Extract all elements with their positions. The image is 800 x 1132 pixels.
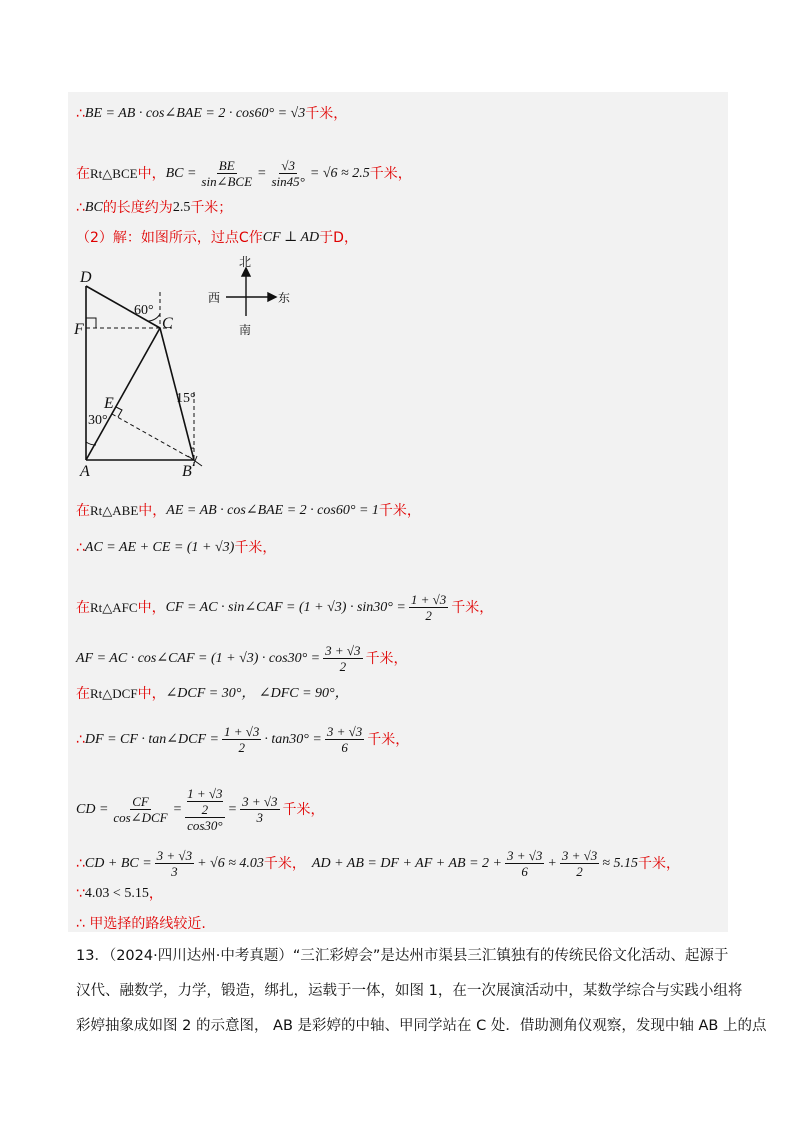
solution-line-7: 在 Rt△AFC 中， CF = AC · sin∠CAF = (1 + √3) · sin30° = $\frac{1 + √3}{2}$ 千米，	[76, 592, 494, 623]
fraction: $\frac{BE}{\text{sin∠BCE}}$	[201, 158, 253, 189]
line-AC	[86, 328, 160, 460]
solution-line-2: 在 Rt△BCE 中， BC = $\frac{BE}{\text{sin∠BCE}}$ = $\frac{√3}{\sin 45^\circ}$ = √6 ≈ 2.5 千米，	[76, 158, 412, 189]
fraction: $\frac{3 + √3}{3}$	[242, 794, 278, 825]
solution-line-3: ∴ BC 的长度约为 2.5 千米；	[76, 200, 233, 216]
solution-line-5: 在 Rt△ABE 中， AE = AB · cos∠BAE = 2 · cos60° = 1 千米，	[76, 503, 421, 519]
compound-fraction: 1 + √3 2 cos30°	[187, 786, 223, 833]
right-angle-F	[86, 318, 96, 328]
compass-north: 北	[239, 255, 252, 269]
solution-line-11: CD = $\frac{CF}{\text{cos∠DCF}}$ = 1 + √3 2 cos30° = $\frac{3 + √3}{3}$ 千米，	[76, 786, 325, 833]
compass-west: 西	[208, 291, 221, 305]
compass-south: 南	[239, 323, 252, 337]
label-angle-15: 15°	[176, 391, 196, 406]
solution-line-8: AF = AC · cos∠CAF = (1 + √3) · cos30° = $\frac{3 + √3}{2}$ 千米，	[76, 643, 408, 674]
geometry-diagram	[76, 252, 316, 482]
label-B: B	[182, 463, 192, 480]
compass-icon	[226, 268, 276, 316]
solution-line-6: ∴ AC = AE + CE = (1 + √3) 千米，	[76, 540, 277, 556]
compass-east: 东	[278, 291, 291, 305]
fraction: $\frac{3 + √3}{3}$	[156, 848, 193, 879]
problem-13-line-1: 13．（2024·四川达州·中考真题）“三汇彩婷会”是达州市渠县三汇镇独有的传统民俗文化活动、起源于	[76, 948, 729, 964]
fraction: $\frac{3 + √3}{6}$	[506, 848, 543, 879]
label-C: C	[162, 315, 173, 332]
label-F: F	[74, 321, 84, 338]
dashed-EB	[112, 414, 194, 460]
label-angle-60: 60°	[134, 303, 154, 318]
label-D: D	[80, 269, 92, 286]
right-angle-E	[116, 407, 122, 417]
fraction: $\frac{CF}{\text{cos∠DCF}}$	[113, 794, 168, 825]
solution-line-12: ∴ CD + BC = $\frac{3 + √3}{3}$ + √6 ≈ 4.03 千米， AD + AB = DF + AF + AB = 2 + $\frac{3 + √3}{6}$ + $\frac{3 + √3}{2}$ ≈ 5.15 千米，	[76, 848, 680, 879]
solution-line-14: ∴ 甲选择的路线较近.	[76, 916, 206, 932]
problem-13-line-3: 彩婷抽象成如图 2 的示意图， AB 是彩婷的中轴、甲同学站在 C 处．借助测角仪观察，发现中轴 AB 上的点	[76, 1018, 767, 1034]
fraction: $\frac{3 + √3}{2}$	[561, 848, 598, 879]
label-E: E	[104, 395, 114, 412]
problem-13-line-2: 汉代、融数学，力学，锻造，绑扎，运载于一体，如图 1，在一次展演活动中，某数学综合与实践小组将	[76, 983, 743, 999]
solution-line-1: ∴ BE = AB · cos∠BAE = 2 · cos60° = √3 千米，	[76, 106, 348, 122]
fraction: $\frac{3 + √3}{2}$	[325, 643, 361, 674]
solution-line-9: 在 Rt△DCF 中， ∠DCF = 30°， ∠DFC = 90°，	[76, 686, 349, 702]
label-angle-30: 30°	[88, 413, 108, 428]
fraction: $\frac{3 + √3}{6}$	[326, 724, 363, 755]
solution-line-13: ∵ 4.03 < 5.15 ，	[76, 886, 163, 902]
label-A: A	[80, 463, 90, 480]
fraction: $\frac{1 + √3}{2}$	[410, 592, 447, 623]
solution-line-4: （2）解：如图所示，过点 C 作 CF ⊥ AD 于 D ，	[76, 230, 358, 246]
fraction: $\frac{√3}{\sin 45^\circ}$	[271, 158, 305, 189]
fraction: $\frac{1 + √3}{2}$	[224, 724, 260, 755]
solution-line-10: ∴ DF = CF · tan∠DCF = $\frac{1 + √3}{2}$ · tan30° = $\frac{3 + √3}{6}$ 千米，	[76, 724, 410, 755]
